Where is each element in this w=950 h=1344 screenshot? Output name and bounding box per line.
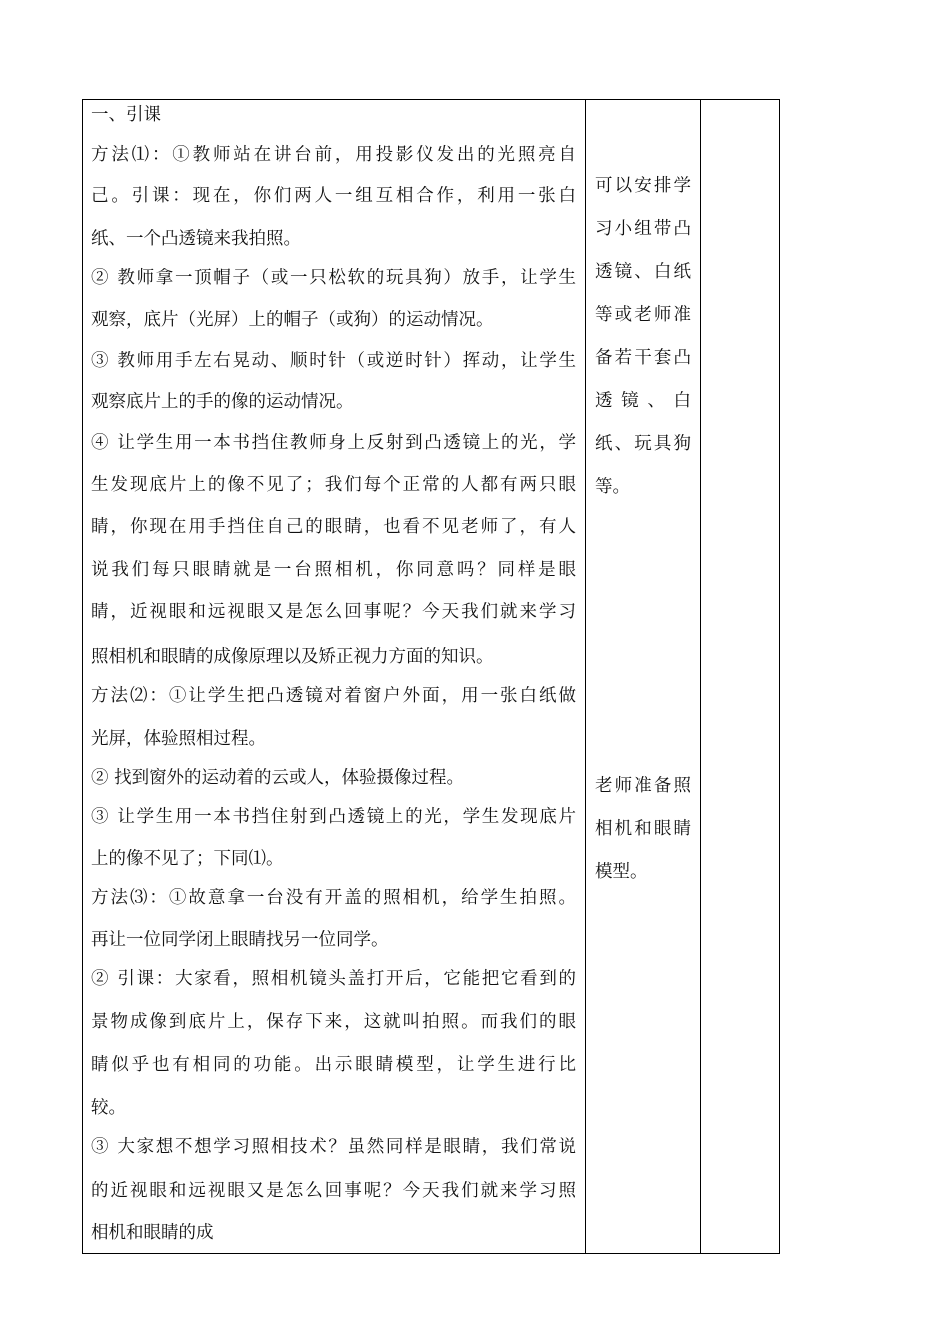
column-divider xyxy=(700,100,701,1253)
text-line: 方法⑵：①让学生把凸透镜对着窗户外面，用一张白纸做 xyxy=(91,686,576,706)
text-line: 景物成像到底片上，保存下来，这就叫拍照。而我们的眼 xyxy=(91,1012,576,1032)
note-line: 等或老师准 xyxy=(595,305,691,325)
note-line: 相机和眼睛 xyxy=(595,819,691,839)
text-line: 较。 xyxy=(91,1098,126,1118)
text-line: 睛似乎也有相同的功能。出示眼睛模型，让学生进行比 xyxy=(91,1055,576,1075)
text-line: ② 找到窗外的运动着的云或人，体验摄像过程。 xyxy=(91,768,465,788)
text-line: 再让一位同学闭上眼睛找另一位同学。 xyxy=(91,930,389,950)
text-line: ② 引课：大家看，照相机镜头盖打开后，它能把它看到的 xyxy=(91,969,576,989)
text-line: 己。引课：现在，你们两人一组互相合作，利用一张白 xyxy=(91,186,576,206)
note-line: 老师准备照 xyxy=(595,776,691,796)
text-line: 纸、一个凸透镜来我拍照。 xyxy=(91,229,301,249)
text-line: ③ 教师用手左右晃动、顺时针（或逆时针）挥动，让学生 xyxy=(91,351,576,371)
text-line: 睛，近视眼和远视眼又是怎么回事呢？今天我们就来学习 xyxy=(91,602,576,622)
section-heading: 一、引课 xyxy=(91,105,161,125)
text-line: 照相机和眼睛的成像原理以及矫正视力方面的知识。 xyxy=(91,647,494,667)
note-line: 备若干套凸 xyxy=(595,348,691,368)
column-divider xyxy=(585,100,586,1253)
text-line: 光屏，体验照相过程。 xyxy=(91,729,266,749)
note-line: 透镜、白纸 xyxy=(595,262,691,282)
text-line: 观察底片上的手的像的运动情况。 xyxy=(91,392,354,412)
text-line: ③ 让学生用一本书挡住射到凸透镜上的光，学生发现底片 xyxy=(91,807,576,827)
text-line: 上的像不见了；下同⑴。 xyxy=(91,849,284,869)
text-line: 的近视眼和远视眼又是怎么回事呢？今天我们就来学习照 xyxy=(91,1181,576,1201)
text-line: ② 教师拿一顶帽子（或一只松软的玩具狗）放手，让学生 xyxy=(91,268,576,288)
note-line: 纸、玩具狗 xyxy=(595,434,691,454)
text-line: ③ 大家想不想学习照相技术？虽然同样是眼睛，我们常说 xyxy=(91,1137,576,1157)
text-line: 观察，底片（光屏）上的帽子（或狗）的运动情况。 xyxy=(91,310,494,330)
note-line: 等。 xyxy=(595,477,630,497)
text-line: 说我们每只眼睛就是一台照相机，你同意吗？同样是眼 xyxy=(91,560,576,580)
text-line: 方法⑶：①故意拿一台没有开盖的照相机，给学生拍照。 xyxy=(91,888,576,908)
lesson-table xyxy=(82,99,780,1254)
text-line: 方法⑴：①教师站在讲台前，用投影仪发出的光照亮自 xyxy=(91,145,576,165)
note-line: 习小组带凸 xyxy=(595,219,691,239)
note-line: 透 镜 、 白 xyxy=(595,391,691,411)
text-line: 睛，你现在用手挡住自己的眼睛，也看不见老师了，有人 xyxy=(91,517,576,537)
text-line: ④ 让学生用一本书挡住教师身上反射到凸透镜上的光，学 xyxy=(91,433,576,453)
note-line: 模型。 xyxy=(595,862,648,882)
note-line: 可以安排学 xyxy=(595,176,691,196)
text-line: 相机和眼睛的成 xyxy=(91,1223,214,1243)
text-line: 生发现底片上的像不见了；我们每个正常的人都有两只眼 xyxy=(91,475,576,495)
